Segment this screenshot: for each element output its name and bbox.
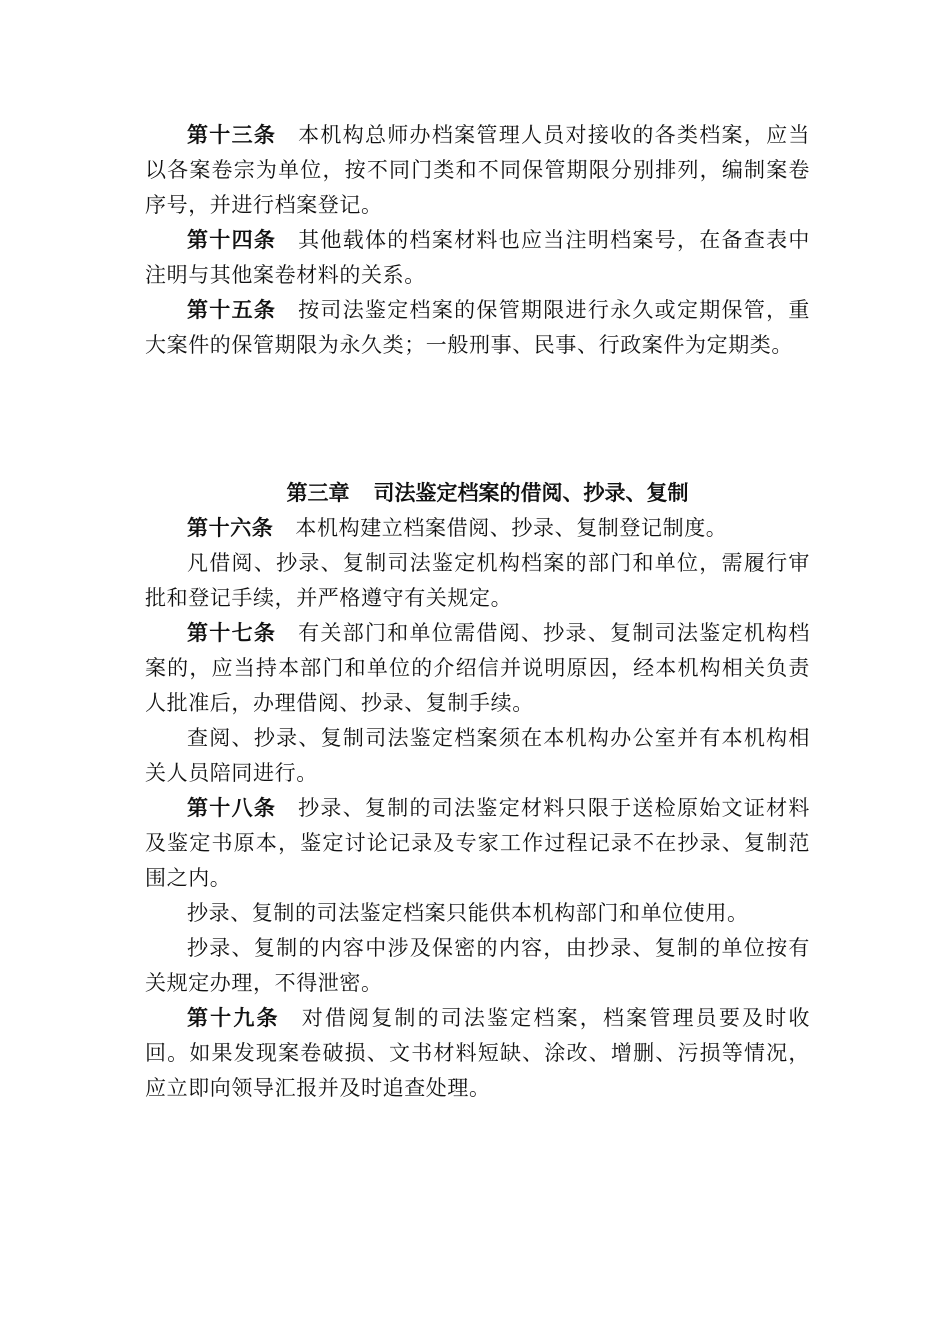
article-18-paragraph-3: 抄录、复制的内容中涉及保密的内容，由抄录、复制的单位按有关规定办理，不得泄密。 bbox=[145, 936, 810, 995]
article-18-paragraph-2: 抄录、复制的司法鉴定档案只能供本机构部门和单位使用。 bbox=[187, 901, 749, 925]
article-text: 其他载体的档案材料也应当注明档案号，在备查表中注明与其他案卷材料的关系。 bbox=[145, 228, 810, 287]
article-text: 本机构总师办档案管理人员对接收的各类档案，应当以各案卷宗为单位，按不同门类和不同保管期限分别排列，编制案卷序号，并进行档案登记。 bbox=[145, 123, 810, 217]
article-text: 本机构建立档案借阅、抄录、复制登记制度。 bbox=[295, 516, 728, 540]
article-15 bbox=[145, 293, 810, 363]
article-16 bbox=[145, 511, 810, 546]
article-label: 第十八条 bbox=[187, 796, 277, 820]
article-14 bbox=[145, 223, 810, 293]
article-label: 第十三条 bbox=[187, 123, 277, 147]
article-text: 对借阅复制的司法鉴定档案，档案管理员要及时收回。如果发现案卷破损、文书材料短缺、涂改、增删、污损等情况，应立即向领导汇报并及时追查处理。 bbox=[145, 1006, 810, 1100]
article-label: 第十四条 bbox=[187, 228, 277, 252]
article-text: 抄录、复制的司法鉴定材料只限于送检原始文证材料及鉴定书原本，鉴定讨论记录及专家工作过程记录不在抄录、复制范围之内。 bbox=[145, 796, 810, 890]
article-text: 有关部门和单位需借阅、抄录、复制司法鉴定机构档案的，应当持本部门和单位的介绍信并说明原因，经本机构相关负责人批准后，办理借阅、抄录、复制手续。 bbox=[145, 621, 810, 715]
article-13 bbox=[145, 118, 810, 223]
article-19 bbox=[145, 1001, 810, 1106]
article-17-paragraph-2: 查阅、抄录、复制司法鉴定档案须在本机构办公室并有本机构相关人员陪同进行。 bbox=[145, 726, 810, 785]
chapter-number: 第三章 bbox=[286, 481, 350, 505]
article-text: 按司法鉴定档案的保管期限进行永久或定期保管，重大案件的保管期限为永久类；一般刑事、民事、行政案件为定期类。 bbox=[145, 298, 810, 357]
article-label: 第十六条 bbox=[187, 516, 274, 540]
article-18 bbox=[145, 791, 810, 896]
section-spacer bbox=[145, 363, 810, 475]
chapter-title: 司法鉴定档案的借阅、抄录、复制 bbox=[373, 481, 689, 505]
document-page bbox=[145, 118, 810, 1106]
article-label: 第十七条 bbox=[187, 621, 277, 645]
article-label: 第十九条 bbox=[187, 1006, 280, 1030]
article-16-paragraph-2: 凡借阅、抄录、复制司法鉴定机构档案的部门和单位，需履行审批和登记手续，并严格遵守有关规定。 bbox=[145, 551, 810, 610]
article-label: 第十五条 bbox=[187, 298, 277, 322]
article-17 bbox=[145, 616, 810, 721]
chapter-heading bbox=[145, 475, 810, 511]
